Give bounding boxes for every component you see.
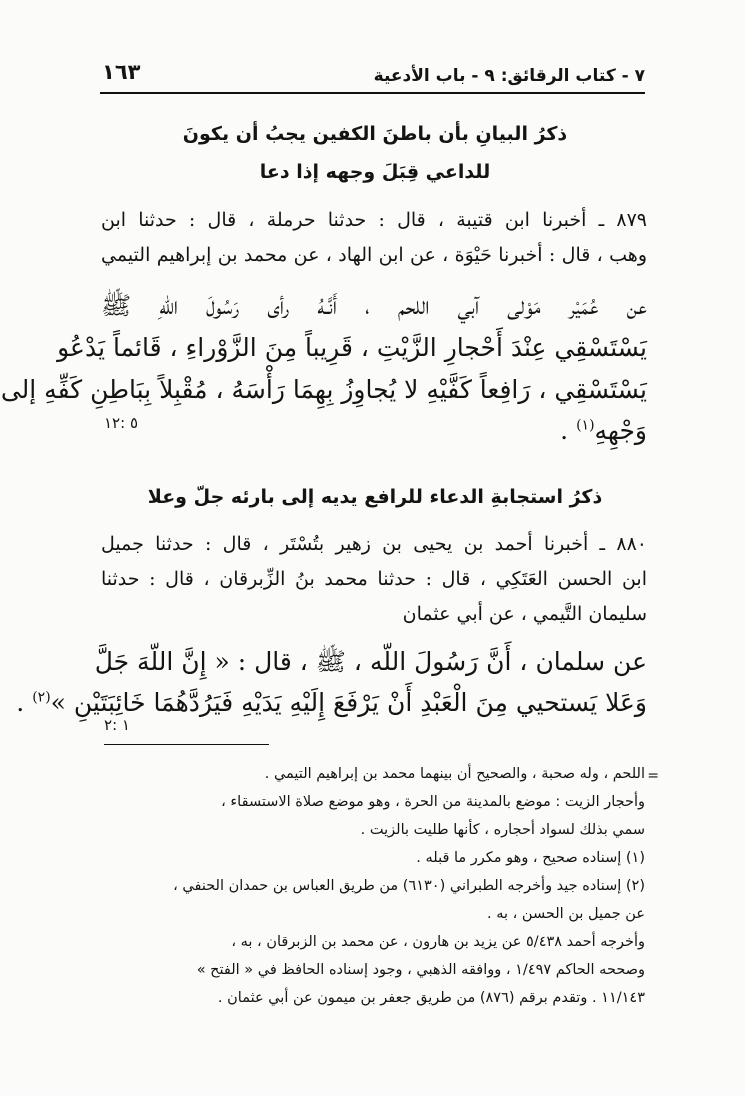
hadith-880-end-mark: . — [16, 688, 25, 717]
hadith-880-matn-line-2 — [16, 688, 647, 717]
footnote-ref-2: (٢) — [32, 689, 51, 706]
footnote-line: ١١/١٤٣ . وتقدم برقم (٨٧٦) من طريق جعفر بن ميمون عن أبي عثمان . — [217, 990, 645, 1006]
footnote-line: عن جميل بن الحسن ، به . — [487, 906, 645, 922]
footnote-line: اللحم ، وله صحبة ، والصحيح أن بينهما محمد بن إبراهيم التيمي . — [264, 766, 645, 782]
footnote-line: وأحجار الزيت : موضع بالمدينة من الحرة ، وهو موضع صلاة الاستسقاء ، — [221, 794, 645, 810]
section-1-heading-line-2: للداعي قِبَلَ وجهه إذا دعا — [259, 161, 491, 183]
hadith-880-cross-reference: ١ :٢ — [104, 716, 130, 734]
hadith-880-isnad-line-2: ابن الحسن العَتَكِي ، قال : حدثنا محمد بنُ الزِّبرقان ، قال : حدثنا — [101, 568, 647, 590]
hadith-880-isnad-line-1: ٨٨٠ ـ أخبرنا أحمد بن يحيى بن زهير بتُسْتَر ، قال : حدثنا جميل — [101, 533, 647, 555]
section-2-heading: ذكرُ استجابةِ الدعاء للرافع يديه إلى بارئه جلّ وعلا — [147, 486, 603, 508]
footnote-1: (١) إسناده صحيح ، وهو مكرر ما قبله . — [416, 850, 645, 866]
hadith-880-matn-text: وَعَلا يَستحيي مِنَ الْعَبْدِ أَنْ يَرْفَعَ إِلَيْهِ يَدَيْهِ فَيَرُدَّهُمَا خَائِبَتَيْنِ » — [50, 688, 647, 717]
hadith-880-isnad-line-3: سليمان التَّيمي ، عن أبي عثمان — [402, 603, 647, 625]
footnote-line: وصححه الحاكم ١/٤٩٧ ، ووافقه الذهبي ، وجود إسناده الحافظ في « الفتح » — [196, 962, 645, 978]
hadith-879-matn-line-4 — [101, 416, 647, 445]
hadith-879-cross-reference: ٥ :١٢ — [104, 414, 139, 432]
footnote-line: وأخرجه أحمد ٥/٤٣٨ عن يزيد بن هارون ، عن محمد بن الزبرقان ، به ، — [231, 934, 645, 950]
hadith-880-matn-line-1: عن سلمان ، أَنَّ رَسُولَ اللّه ، ﷺ ، قال : « إِنَّ اللّهَ جَلَّ — [94, 647, 647, 676]
footnote-continuation-mark: = — [647, 768, 659, 784]
footnote-2: (٢) إسناده جيد وأخرجه الطبراني (٦١٣٠) من طريق العباس بن حمدان الحنفي ، — [173, 878, 645, 894]
footnote-separator — [104, 744, 269, 745]
hadith-879-isnad-line-2: وهب ، قال : أخبرنا حَيْوَة ، عن ابن الهاد ، عن محمد بن إبراهيم التيمي — [101, 244, 647, 266]
hadith-879-matn-line-1: عن عُمَيْر مَوْلى آبي اللحم ، أَنَّـهُ رأى رَسُولَ اللّهِ ﷺ — [101, 291, 647, 320]
page-number: ١٦٣ — [102, 60, 141, 84]
footnote-ref-1: (١) — [576, 417, 595, 434]
hadith-879-matn-line-2: يَسْتَسْقِي عِنْدَ أَحْجارِ الزَّيْتِ ، قَرِيباً مِنَ الزَّوْراءِ ، قَائماً يَدْعُو — [57, 333, 647, 362]
running-header-title: ٧ - كتاب الرقائق: ٩ - باب الأدعية — [373, 66, 645, 86]
section-1-heading-line-1: ذكرُ البيانِ بأن باطنَ الكفين يجبُ أن يكونَ — [182, 123, 568, 145]
footnote-line: سمي بذلك لسواد أحجاره ، كأنها طليت بالزيت . — [360, 822, 645, 838]
hadith-879-matn-line-3: يَسْتَسْقِي ، رَافِعاً كَفَّيْهِ لا يُجاوِزُ بِهِمَا رَأْسَهُ ، مُقْبِلاً بِبَاطِنِ كَفِّهِ إلى — [0, 375, 647, 404]
hadith-879-isnad-line-1: ٨٧٩ ـ أخبرنا ابن قتيبة ، قال : حدثنا حرملة ، قال : حدثنا ابن — [101, 209, 647, 231]
header-rule — [100, 92, 645, 94]
hadith-879-matn-last-word: وَجْهِهِ — [594, 416, 647, 445]
hadith-879-end-mark: . — [560, 416, 569, 445]
